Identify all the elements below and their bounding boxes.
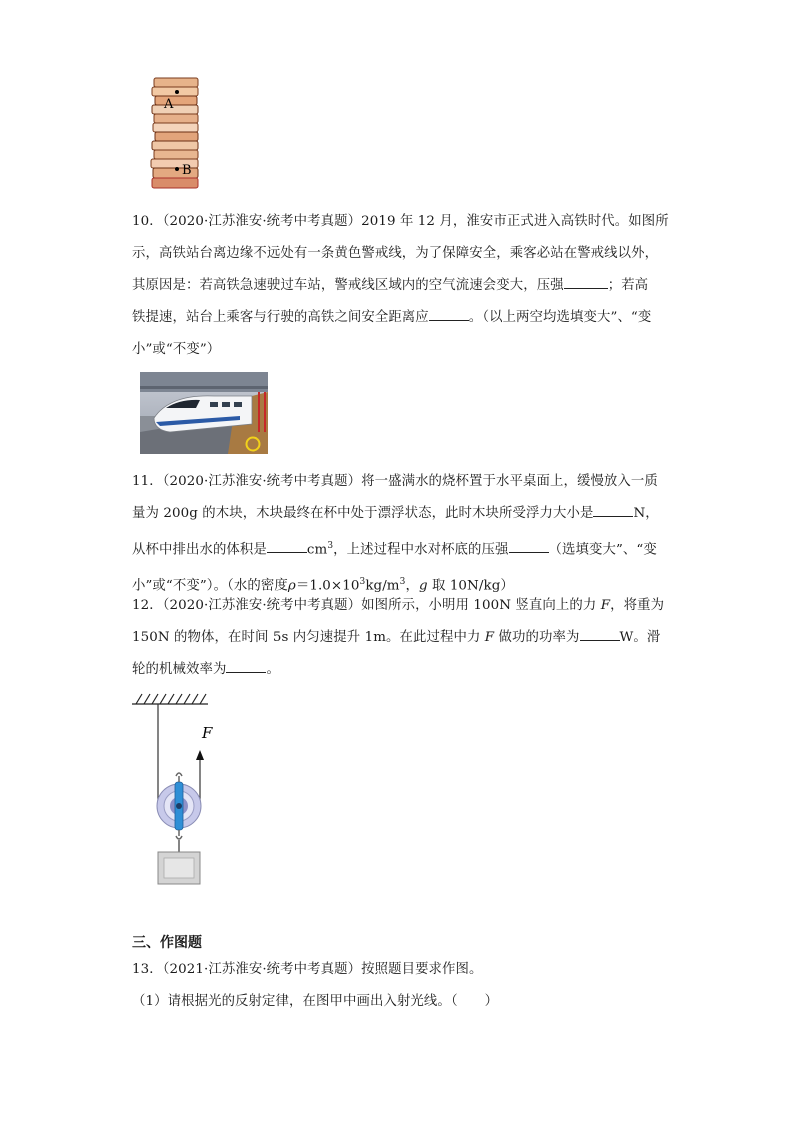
question-12 [132, 590, 672, 686]
point-a-label: A [164, 97, 174, 112]
q12-line-1: 12．（2020·江苏淮安·统考中考真题）如图所示，小明用 100N 竖直向上的力 F，将重为 [132, 598, 665, 613]
point-a-dot [175, 90, 179, 94]
q10-line-4: 铁提速，站台上乘客与行驶的高铁之间安全距离应 。（以上两空均选填变大”、“变 [132, 302, 672, 334]
q13-line-1: 13．（2021·江苏淮安·统考中考真题）按照题目要求作图。 [132, 962, 483, 977]
answer-blank-pressure[interactable] [564, 274, 608, 289]
q11-line-2: 量为 200g 的木块，木块最终在杯中处于漂浮状态，此时木块所受浮力大小是 N， [132, 498, 672, 530]
q13-line-2: （1）请根据光的反射定律，在图甲中画出入射光线。（ ） [132, 994, 499, 1009]
question-10 [132, 206, 672, 366]
q10-line-2: 示，高铁站台离边缘不远处有一条黄色警戒线，为了保障安全，乘客必站在警戒线以外， [132, 246, 659, 261]
answer-blank-volume[interactable] [267, 538, 307, 553]
q11-line-4: 小”或“不变”）。（水的密度$\rho=1.0\times 10^3kg/m^3$，g 取 10N/kg） [132, 577, 514, 594]
answer-blank-efficiency[interactable] [226, 658, 266, 673]
q12-line-2: 150N 的物体，在时间 5s 内匀速提升 1m。在此过程中力 F 做功的功率为 W。滑 [132, 622, 672, 654]
question-13 [132, 954, 672, 1018]
answer-blank-safe-distance[interactable] [429, 306, 469, 321]
q10-line-5: 小”或“不变”） [132, 342, 221, 357]
point-b-dot [175, 167, 179, 171]
question-11 [132, 466, 672, 603]
section-title: 三、作图题 [132, 935, 202, 951]
pulley-figure [128, 690, 238, 890]
answer-blank-buoyancy[interactable] [593, 502, 633, 517]
movable-pulley [157, 773, 201, 839]
hanging-weight [158, 852, 200, 884]
force-label: F [202, 724, 213, 742]
force-arrow [196, 750, 204, 760]
answer-blank-bottom-pressure[interactable] [509, 538, 549, 553]
answer-blank-power[interactable] [580, 626, 620, 641]
ceiling-hatch [132, 694, 208, 704]
q12-line-3: 轮的机械效率为 。 [132, 654, 672, 686]
q11-line-3: 从杯中排出水的体积是 $cm^3$，上述过程中水对杯底的压强 （选填变大”、“变 [132, 530, 672, 566]
q11-line-1: 11．（2020·江苏淮安·统考中考真题）将一盛满水的烧杯置于水平桌面上，缓慢放入一质 [132, 474, 658, 489]
high-speed-train-photo [140, 372, 268, 454]
point-b-label: B [182, 163, 192, 178]
q10-line-3: 其原因是：若高铁急速驶过车站，警戒线区域内的空气流速会变大，压强 ；若高 [132, 270, 672, 302]
book-stack-figure [130, 74, 210, 192]
q10-line-1: 10．（2020·江苏淮安·统考中考真题）2019 年 12 月，淮安市正式进入高铁时代。如图所 [132, 214, 669, 229]
